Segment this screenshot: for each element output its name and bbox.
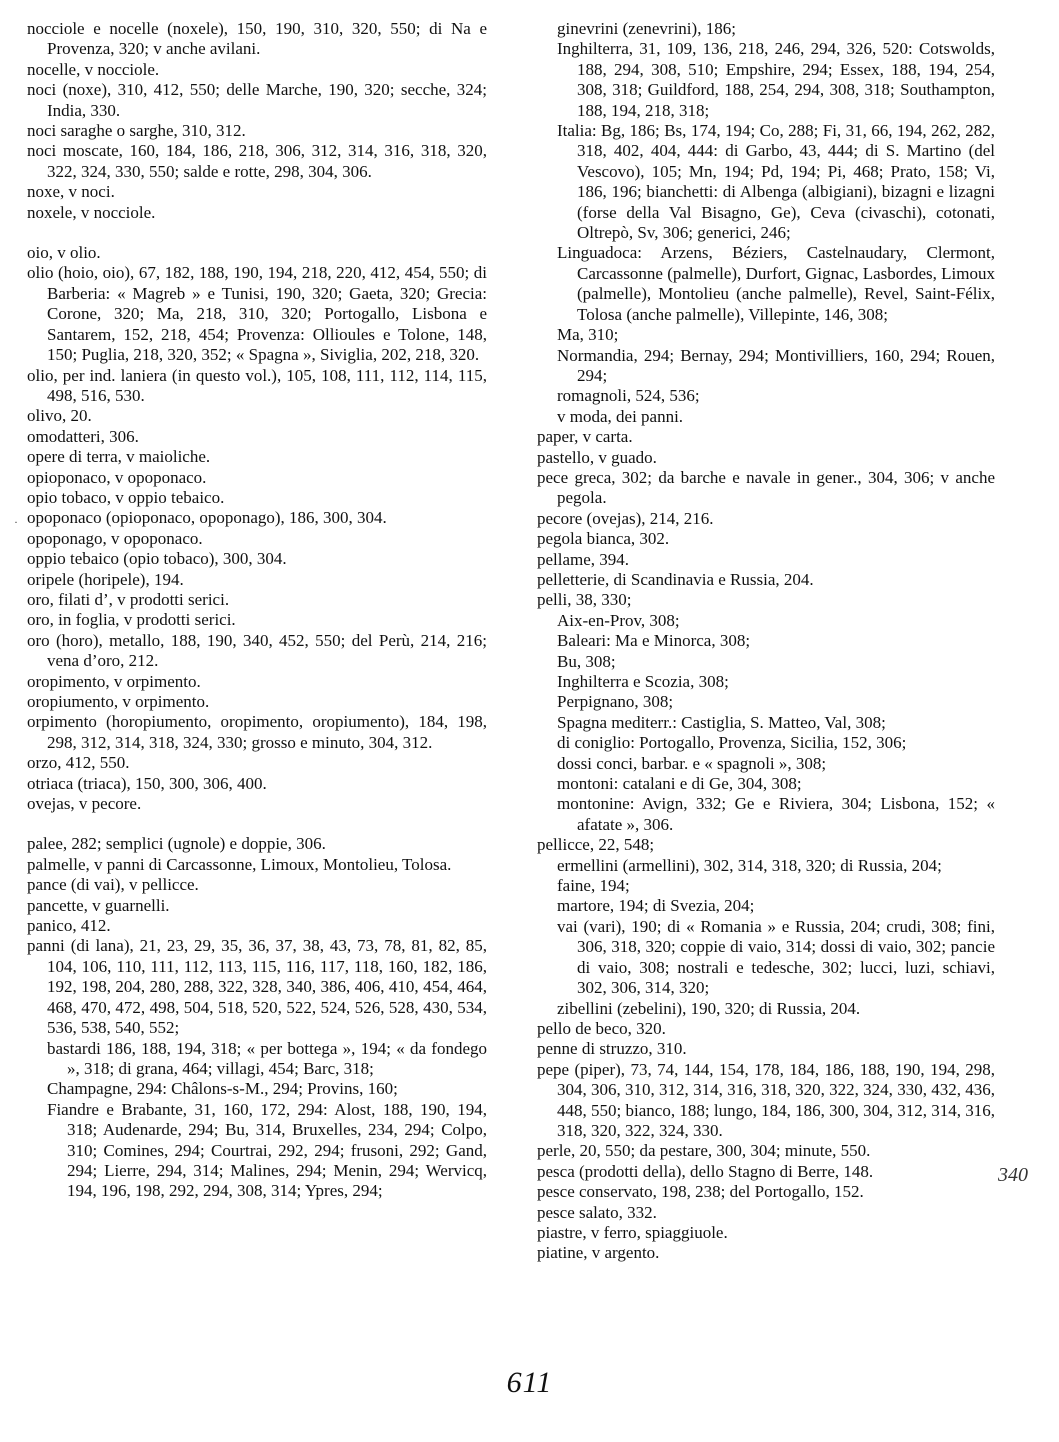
index-entry: panni (di lana), 21, 23, 29, 35, 36, 37, 38, 43, 73, 78, 81, 82, 85, 104, 106, 110, 111, 112, 113, 115, 116, 117, 118, 160, 182, 186, 192, 198, 204, 280, 288, 322, 328, 340, 386, 406, 410, 454, 464, 468, 470, 472, 498, 504, 518, 520, 522, 524, 526, 528, 430, 534, 536, 538, 540, 552; [27, 936, 487, 1038]
index-entry: penne di struzzo, 310. [537, 1039, 687, 1059]
index-entry: paper, v carta. [537, 427, 633, 447]
index-subentry: Champagne, 294: Châlons-s-M., 294; Provins, 160; [47, 1079, 398, 1099]
stray-mark-icon: · [14, 515, 18, 529]
index-subentry: Perpignano, 308; [557, 692, 674, 712]
index-subentry: Bu, 308; [557, 651, 616, 671]
index-subentry: romagnoli, 524, 536; [557, 386, 700, 406]
index-subentry: Italia: Bg, 186; Bs, 174, 194; Co, 288; Fi, 31, 66, 194, 262, 282, 318, 402, 404, 444: di Garbo, 43, 444; di S. Martino (del Vescovo), 105; Mn, 194; Pd, 194; Pi, 468; Prato, 158; Vi, 186, 196; bianchetti: di Albenga (albigiani), bizagni e lizagni (forse della Val Bisagno, Ge), Ceva (civaschi), cotonati, Oltrepò, Sv, 306; generici, 246; [557, 121, 995, 243]
index-entry: orzo, 412, 550. [27, 753, 130, 773]
index-subentry: ginevrini (zenevrini), 186; [557, 19, 736, 38]
index-entry: perle, 20, 550; da pestare, 300, 304; minute, 550. [537, 1141, 871, 1161]
index-entry: opoponaco (opioponaco, opoponago), 186, 300, 304. [27, 508, 387, 528]
index-entry: noci saraghe o sarghe, 310, 312. [27, 121, 246, 141]
index-entry: noxele, v nocciole. [27, 202, 156, 222]
index-subentry: montonine: Avign, 332; Ge e Riviera, 304; Lisbona, 152; « afatate », 306. [557, 794, 995, 834]
index-entry: oro, in foglia, v prodotti serici. [27, 610, 236, 630]
index-subentry: bastardi 186, 188, 194, 318; « per bottega », 194; « da fondego », 318; di grana, 464; villagi, 454; Barc, 318; [47, 1038, 487, 1078]
index-entry: nocelle, v nocciole. [27, 59, 160, 79]
index-subentry: Inghilterra, 31, 109, 136, 218, 246, 294, 326, 520: Cotswolds, 188, 294, 308, 510; Empshire, 294; Essex, 188, 194, 254, 308, 318; Guildford, 188, 254, 294, 308, 318; Southampton, 188, 194, 218, 318; [557, 39, 995, 120]
section-gap [27, 814, 487, 834]
index-entry: opioponaco, v opoponaco. [27, 467, 207, 487]
index-entry: pancette, v guarnelli. [27, 895, 170, 915]
index-subentry: v moda, dei panni. [557, 406, 684, 426]
index-entry: pellame, 394. [537, 549, 630, 569]
index-entry: olio (hoio, oio), 67, 182, 188, 190, 194, 218, 220, 412, 454, 550; di Barberia: « Magreb » e Tunisi, 190, 320; Gaeta, 320; Grecia: Corone, 320; Ma, 218, 310, 320; Portogallo, Lisbona e Santarem, 152, 218, 454; Provenza: Ollioules e Tolone, 148, 150; Puglia, 218, 320, 352; « Spagna », Siviglia, 202, 218, 320. [27, 263, 487, 365]
index-entry: orpimento (horopiumento, oropimento, oropiumento), 184, 198, 298, 312, 314, 318, 324, 330; grosso e minuto, 304, 312. [27, 712, 487, 752]
index-entry: pecore (ovejas), 214, 216. [537, 508, 714, 528]
index-subentry: zibellini (zebelini), 190, 320; di Russia, 204. [557, 998, 861, 1018]
index-entry: pesca (prodotti della), dello Stagno di Berre, 148. [537, 1161, 874, 1181]
index-entry: olio, per ind. laniera (in questo vol.), 105, 108, 111, 112, 114, 115, 498, 516, 530. [27, 365, 487, 405]
index-subentry: Baleari: Ma e Minorca, 308; [557, 631, 751, 651]
index-entry: pesce conservato, 198, 238; del Portogallo, 152. [537, 1182, 864, 1202]
index-entry: olivo, 20. [27, 406, 92, 426]
index-subentry: di coniglio: Portogallo, Provenza, Sicilia, 152, 306; [557, 733, 907, 753]
page-number: 611 [506, 1366, 553, 1399]
index-entry: opoponago, v opoponaco. [27, 528, 203, 548]
index-entry: oio, v olio. [27, 243, 101, 263]
index-entry: pelli, 38, 330; [537, 590, 632, 610]
index-subentry: faine, 194; [557, 876, 630, 896]
index-entry: omodatteri, 306. [27, 426, 139, 446]
index-entry: palee, 282; semplici (ugnole) e doppie, 306. [27, 834, 326, 854]
index-subentry: Ma, 310; [557, 325, 619, 345]
index-subentry: dossi conci, barbar. e « spagnoli », 308; [557, 753, 827, 773]
index-subentry: Spagna mediterr.: Castiglia, S. Matteo, Val, 308; [557, 712, 886, 732]
index-entry: oripele (horipele), 194. [27, 569, 184, 589]
index-entry: oropimento, v orpimento. [27, 671, 201, 691]
index-entry: pegola bianca, 302. [537, 529, 670, 549]
index-entry: pesce salato, 332. [537, 1202, 657, 1222]
index-subentry: ermellini (armellini), 302, 314, 318, 320; di Russia, 204; [557, 855, 942, 875]
index-entry: noci (noxe), 310, 412, 550; delle Marche, 190, 320; secche, 324; India, 330. [27, 80, 487, 120]
index-entry: pello de beco, 320. [537, 1018, 666, 1038]
index-entry: pelletterie, di Scandinavia e Russia, 204. [537, 569, 814, 589]
index-entry: piastre, v ferro, spiaggiuole. [537, 1222, 728, 1242]
index-entry: oppio tebaico (opio tobaco), 300, 304. [27, 549, 287, 569]
index-entry: palmelle, v panni di Carcassonne, Limoux, Montolieu, Tolosa. [27, 854, 452, 874]
handwritten-margin-note: 340 [998, 1164, 1028, 1186]
index-subentry: Linguadoca: Arzens, Béziers, Castelnaudary, Clermont, Carcassonne (palmelle), Durfort, Gignac, Lasbordes, Limoux (palmelle), Montolieu (anche palmelle), Revel, Saint-Félix, Tolosa (anche palmelle), Villepinte, 146, 308; [557, 243, 995, 324]
index-entry: otriaca (triaca), 150, 300, 306, 400. [27, 773, 267, 793]
index-subentry: montoni: catalani e di Ge, 304, 308; [557, 774, 802, 794]
index-entry: pastello, v guado. [537, 447, 657, 467]
index-subentry: Inghilterra e Scozia, 308; [557, 672, 729, 691]
index-entry: panico, 412. [27, 916, 111, 936]
index-subentry: Fiandre e Brabante, 31, 160, 172, 294: Alost, 188, 190, 194, 318; Audenarde, 294; Bu, 314, Bruxelles, 234, 294; Colpo, 310; Comines, 294; Courtrai, 292, 294; frusoni, 292; Gand, 294; Lierre, 294, 314; Malines, 294; Menin, 294; Wervicq, 194, 196, 198, 292, 294, 308, 314; Ypres, 294; [47, 1099, 487, 1201]
index-entry: noxe, v noci. [27, 182, 115, 202]
index-entry: piatine, v argento. [537, 1243, 660, 1263]
index-column-right [537, 19, 995, 1264]
index-subentry: Aix-en-Prov, 308; [557, 610, 680, 630]
index-subentry: vai (vari), 190; di « Romania » e Russia, 204; crudi, 308; fini, 306, 318, 320; coppie di vaio, 314; dossi di vaio, 302; pancie di vaio, 308; nostrali e tedesche, 302; lucci, luzi, schiavi, 302, 306, 314, 320; [557, 916, 995, 998]
index-entry: pepe (piper), 73, 74, 144, 154, 178, 184, 186, 188, 190, 194, 298, 304, 306, 310, 312, 314, 316, 318, 320, 322, 324, 330, 432, 436, 448, 550; bianco, 188; lungo, 184, 186, 300, 304, 312, 314, 316, 318, 320, 322, 324, 330. [537, 1059, 995, 1140]
index-entry: pece greca, 302; da barche e navale in gener., 304, 306; v anche pegola. [537, 467, 995, 508]
index-column-left [27, 19, 487, 1202]
index-entry: oro, filati d’, v prodotti serici. [27, 589, 230, 609]
section-gap [27, 223, 487, 243]
index-entry: opere di terra, v maioliche. [27, 447, 211, 467]
index-entry: noci moscate, 160, 184, 186, 218, 306, 312, 314, 316, 318, 320, 322, 324, 330, 550; salde e rotte, 298, 304, 306. [27, 141, 487, 181]
index-entry: pellicce, 22, 548; [537, 835, 655, 855]
index-entry: pance (di vai), v pellicce. [27, 875, 199, 895]
index-subentry: Normandia, 294; Bernay, 294; Montivilliers, 160, 294; Rouen, 294; [557, 345, 995, 385]
index-entry: ovejas, v pecore. [27, 794, 142, 814]
index-entry: oropiumento, v orpimento. [27, 692, 210, 711]
index-entry: opio tobaco, v oppio tebaico. [27, 487, 225, 507]
index-subentry: martore, 194; di Svezia, 204; [557, 896, 755, 916]
index-entry: oro (horo), metallo, 188, 190, 340, 452, 550; del Perù, 214, 216; vena d’oro, 212. [27, 630, 487, 671]
index-entry: nocciole e nocelle (noxele), 150, 190, 310, 320, 550; di Na e Provenza, 320; v anche avilani. [27, 19, 487, 59]
